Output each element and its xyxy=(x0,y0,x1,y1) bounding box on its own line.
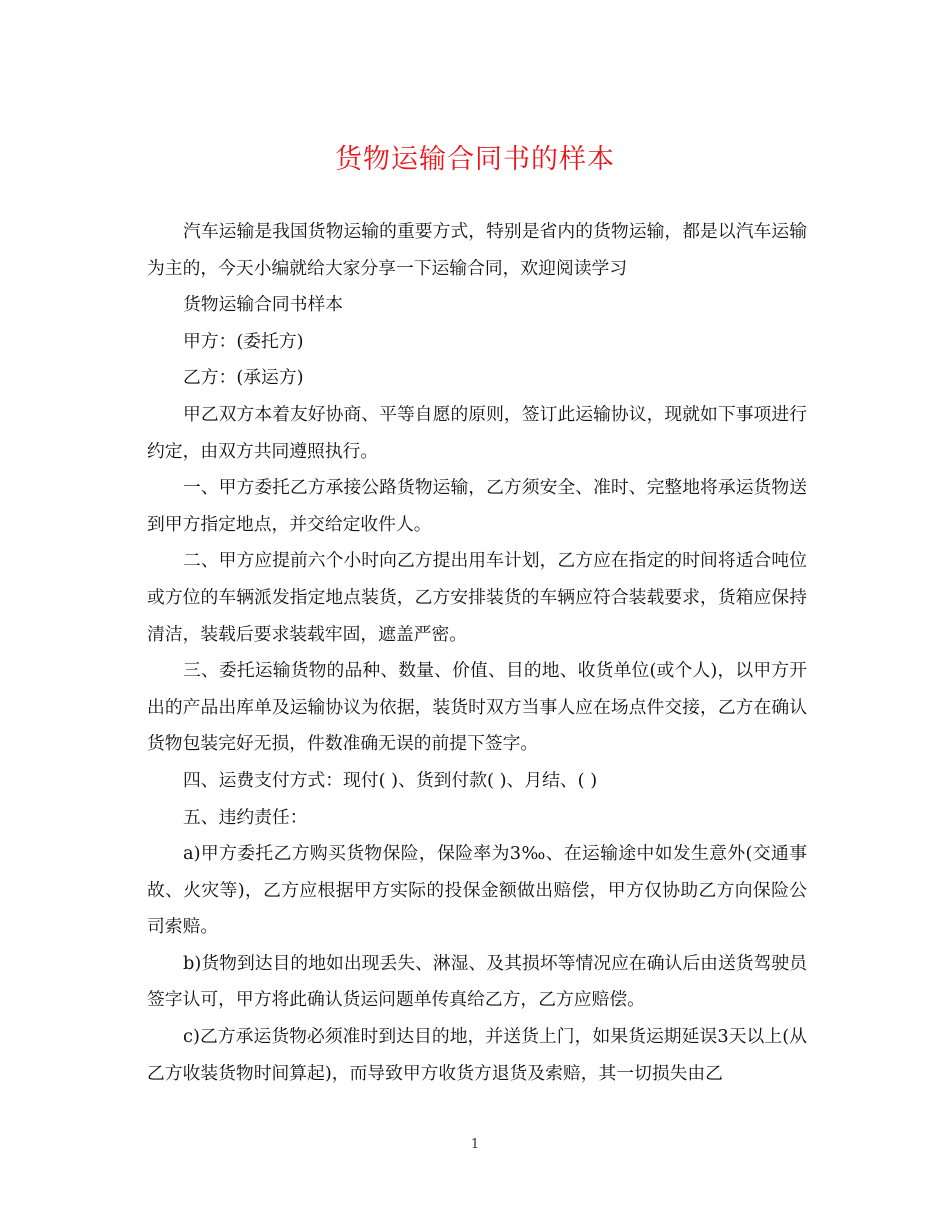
intro-paragraph: 汽车运输是我国货物运输的重要方式，特别是省内的货物运输，都是以汽车运输为主的，今天小编就给大家分享一下运输合同，欢迎阅读学习 xyxy=(147,221,807,279)
clause-3: 三、委托运输货物的品种、数量、价值、目的地、收货单位(或个人)，以甲方开出的产品出库单及运输协议为依据，装货时双方当事人应在场点件交接，乙方在确认货物包装完好无损，件数准确无误的前提下签字。 xyxy=(147,660,807,755)
document-title: 货物运输合同书的样本 xyxy=(335,144,615,175)
clause-2: 二、甲方应提前六个小时向乙方提出用车计划，乙方应在指定的时间将适合吨位或方位的车辆派发指定地点装货，乙方安排装货的车辆应符合装载要求，货箱应保持清洁，装载后要求装载牢固，遮盖严密。 xyxy=(147,550,807,645)
contract-heading: 货物运输合同书样本 xyxy=(183,294,344,316)
clause-5b: b)货物到达目的地如出现丢失、淋湿、及其损坏等情况应在确认后由送货驾驶员签字认可，甲方将此确认货运问题单传真给乙方，乙方应赔偿。 xyxy=(147,952,807,1011)
party-b-line: 乙方：(承运方) xyxy=(183,367,304,389)
clause-4-payment: 四、运费支付方式：现付( )、货到付款( )、月结、( ) xyxy=(183,769,598,791)
clause-1: 一、甲方委托乙方承接公路货物运输，乙方须安全、准时、完整地将承运货物送到甲方指定地点，并交给定收件人。 xyxy=(147,477,807,535)
clause-5a: a)甲方委托乙方购买货物保险，保险率为3‰、在运输途中如发生意外(交通事故、火灾等)，乙方应根据甲方实际的投保金额做出赔偿，甲方仅协助乙方向保险公司索赔。 xyxy=(147,843,807,938)
party-a-line: 甲方：(委托方) xyxy=(183,330,304,352)
page-number: 1 xyxy=(470,1137,480,1152)
clause-5c: c)乙方承运货物必须准时到达目的地，并送货上门，如果货运期延误3天以上(从乙方收装货物时间算起)，而导致甲方收货方退货及索赔，其一切损失由乙 xyxy=(147,1026,807,1084)
document-body xyxy=(147,214,807,1092)
preamble-paragraph: 甲乙双方本着友好协商、平等自愿的原则，签订此运输协议，现就如下事项进行约定，由双方共同遵照执行。 xyxy=(147,403,807,462)
clause-5-heading: 五、违约责任： xyxy=(183,806,308,828)
